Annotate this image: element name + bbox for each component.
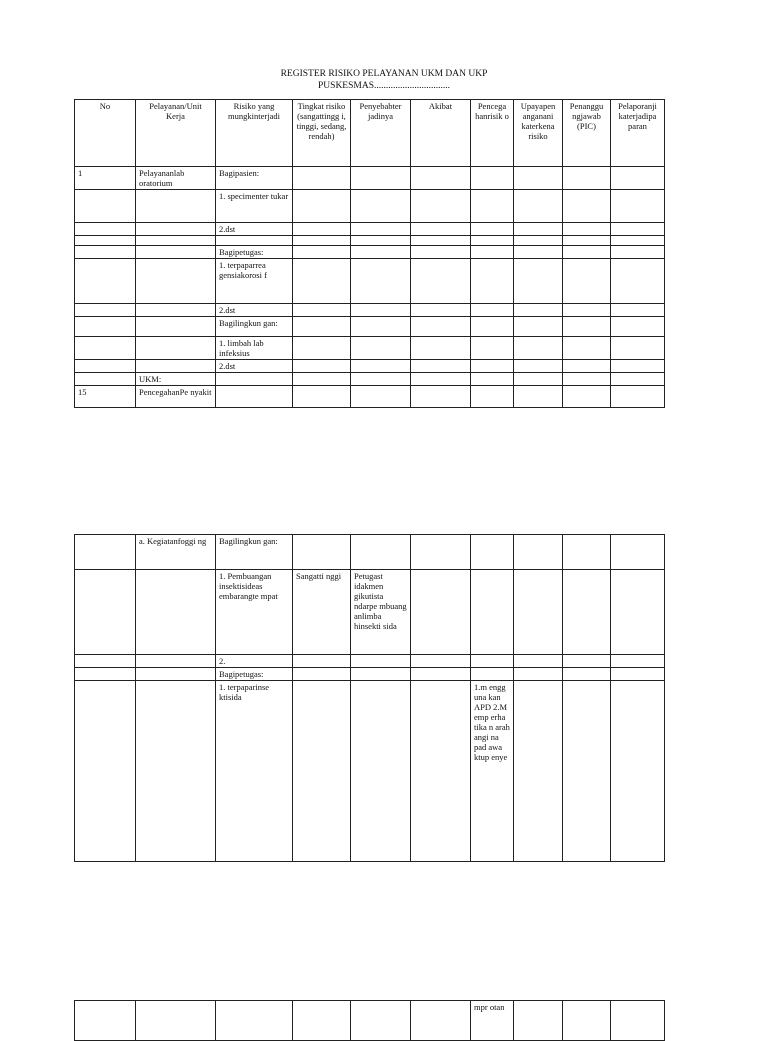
table-cell: [411, 681, 471, 862]
table-cell: [293, 655, 351, 668]
table-cell: [514, 236, 563, 246]
table-cell: 1. limbah lab infeksius: [216, 337, 293, 360]
table-cell: [611, 304, 665, 317]
table-cell: [136, 246, 216, 259]
table-cell: [351, 655, 411, 668]
table-cell: [471, 373, 514, 386]
table-cell: [351, 223, 411, 236]
table-cell: mpr otan: [471, 1001, 514, 1041]
table-cell: [351, 360, 411, 373]
table-cell: [411, 259, 471, 304]
table-cell: [563, 570, 611, 655]
table-cell: [563, 337, 611, 360]
table-row: [75, 386, 665, 408]
table-cell: [611, 223, 665, 236]
table-cell: [514, 1001, 563, 1041]
table-row: [75, 655, 665, 668]
table-cell: 1. terpaparrea gensiakorosi f: [216, 259, 293, 304]
table-cell: [611, 1001, 665, 1041]
table-cell: [216, 386, 293, 408]
table-body: [75, 1001, 665, 1041]
table-cell: [563, 167, 611, 190]
table-row: [75, 259, 665, 304]
table-cell: [351, 337, 411, 360]
table-header-row: [75, 100, 665, 167]
table-cell: [293, 236, 351, 246]
table-cell: [293, 360, 351, 373]
table-cell: [411, 373, 471, 386]
header-pic: Penanggu ngjawab (PIC): [563, 100, 611, 167]
table-cell: [611, 668, 665, 681]
table-cell: [514, 681, 563, 862]
header-tingkat-risiko: Tingkat risiko (sangattingg i, tinggi, sedang, rendah): [293, 100, 351, 167]
table-cell: [351, 304, 411, 317]
table-cell: [514, 190, 563, 223]
table-row: [75, 570, 665, 655]
table-cell: [136, 259, 216, 304]
table-cell: [411, 535, 471, 570]
table-cell: [611, 386, 665, 408]
table-cell: [411, 223, 471, 236]
table-cell: [75, 570, 136, 655]
table-cell: [411, 236, 471, 246]
table-cell: 1. specimenter tukar: [216, 190, 293, 223]
table-cell: [411, 1001, 471, 1041]
table-cell: [136, 304, 216, 317]
table-cell: [514, 304, 563, 317]
table-cell: [514, 337, 563, 360]
table-cell: 1. terpaparinse ktisida: [216, 681, 293, 862]
table-cell: [514, 535, 563, 570]
table-cell: [563, 360, 611, 373]
table-cell: [293, 1001, 351, 1041]
table-cell: [471, 246, 514, 259]
table-cell: [611, 681, 665, 862]
table-cell: [611, 337, 665, 360]
table-cell: [514, 668, 563, 681]
table-row: [75, 668, 665, 681]
header-penyebab: Penyebabter jadinya: [351, 100, 411, 167]
table-cell: [75, 259, 136, 304]
table-cell: [514, 373, 563, 386]
header-no: No: [75, 100, 136, 167]
table-cell: [216, 373, 293, 386]
table-cell: [611, 236, 665, 246]
table-cell: 1.m engg una kan APD 2.M emp erha tika n arah angi na pad awa ktup enye: [471, 681, 514, 862]
table-cell: [611, 570, 665, 655]
table-cell: [411, 304, 471, 317]
risk-register-table: [74, 99, 665, 408]
table-row: [75, 304, 665, 317]
table-cell: [471, 337, 514, 360]
table-row: [75, 373, 665, 386]
table-cell: a. Kegiatanfoggi ng: [136, 535, 216, 570]
table-cell: [471, 386, 514, 408]
table-cell: [351, 681, 411, 862]
table-cell: [293, 167, 351, 190]
table-cell: [293, 246, 351, 259]
table-cell: [75, 190, 136, 223]
table-cell: [75, 337, 136, 360]
risk-register-table-continued: [74, 534, 665, 862]
table-cell: [514, 223, 563, 236]
table-cell: [411, 317, 471, 337]
table-cell: [611, 373, 665, 386]
table-cell: [514, 317, 563, 337]
table-cell: [136, 655, 216, 668]
table-cell: [293, 535, 351, 570]
table-cell: [563, 668, 611, 681]
table-cell: [351, 668, 411, 681]
table-cell: [136, 360, 216, 373]
table-cell: 2.dst: [216, 360, 293, 373]
table-cell: [563, 190, 611, 223]
header-risiko: Risiko yang mungkinterjadi: [216, 100, 293, 167]
table-cell: 2.dst: [216, 304, 293, 317]
table-cell: [136, 236, 216, 246]
table-cell: [75, 360, 136, 373]
header-pencegahan: Pencega hanrisik o: [471, 100, 514, 167]
table-cell: [563, 386, 611, 408]
table-body: [75, 167, 665, 408]
table-cell: [471, 317, 514, 337]
table-cell: Bagipetugas:: [216, 668, 293, 681]
table-cell: 1. Pembuangan insektisideas embarangte mpat: [216, 570, 293, 655]
table-row: [75, 360, 665, 373]
table-cell: [75, 246, 136, 259]
table-cell: [563, 317, 611, 337]
table-cell: [351, 236, 411, 246]
table-row: [75, 337, 665, 360]
table-cell: [611, 655, 665, 668]
header-upaya: Upayapen anganani katerkena risiko: [514, 100, 563, 167]
risk-register-table-page-3: [74, 1000, 665, 1041]
table-cell: 2.dst: [216, 223, 293, 236]
table-body: [75, 535, 665, 862]
table-cell: [293, 386, 351, 408]
table-cell: [563, 1001, 611, 1041]
table-cell: [471, 259, 514, 304]
table-cell: [136, 668, 216, 681]
table-cell: [293, 681, 351, 862]
table-cell: [136, 570, 216, 655]
table-cell: [563, 246, 611, 259]
table-cell: [471, 304, 514, 317]
table-cell: [471, 167, 514, 190]
table-cell: Bagilingkun gan:: [216, 317, 293, 337]
table-cell: [563, 259, 611, 304]
table-cell: [563, 223, 611, 236]
table-cell: 1: [75, 167, 136, 190]
title-line-2: PUSKESMAS................................: [318, 81, 450, 91]
table-cell: [471, 668, 514, 681]
table-cell: 15: [75, 386, 136, 408]
table-cell: [75, 1001, 136, 1041]
table-cell: [411, 167, 471, 190]
table-cell: PencegahanPe nyakit: [136, 386, 216, 408]
table-cell: [514, 386, 563, 408]
table-cell: [411, 360, 471, 373]
document-title: [0, 68, 768, 92]
header-pelayanan: Pelayanan/Unit Kerja: [136, 100, 216, 167]
table-cell: [471, 223, 514, 236]
table-cell: [351, 373, 411, 386]
table-cell: [471, 236, 514, 246]
table-row: [75, 167, 665, 190]
table-cell: [471, 360, 514, 373]
table-cell: [293, 223, 351, 236]
table-row: [75, 223, 665, 236]
table-row: [75, 681, 665, 862]
table-cell: [514, 360, 563, 373]
table-cell: Pelayananlab oratorium: [136, 167, 216, 190]
table-cell: [351, 386, 411, 408]
table-cell: [136, 223, 216, 236]
table-cell: [411, 668, 471, 681]
table-cell: [351, 1001, 411, 1041]
table-row: [75, 535, 665, 570]
table-row: [75, 190, 665, 223]
table-cell: [471, 655, 514, 668]
table-cell: [611, 167, 665, 190]
table-cell: [514, 259, 563, 304]
table-cell: [611, 246, 665, 259]
table-cell: [75, 668, 136, 681]
table-cell: [351, 167, 411, 190]
table-cell: [216, 1001, 293, 1041]
table-cell: [75, 317, 136, 337]
table-cell: [611, 317, 665, 337]
header-pelaporan: Pelaporanji katerjadipa paran: [611, 100, 665, 167]
table-cell: [293, 668, 351, 681]
table-cell: [514, 246, 563, 259]
table-cell: [611, 259, 665, 304]
table-cell: [75, 681, 136, 862]
table-cell: [351, 246, 411, 259]
table-cell: [293, 190, 351, 223]
table-cell: [351, 190, 411, 223]
table-cell: [136, 190, 216, 223]
table-cell: Bagipasien:: [216, 167, 293, 190]
table-cell: UKM:: [136, 373, 216, 386]
table-cell: Bagilingkun gan:: [216, 535, 293, 570]
table-cell: [75, 655, 136, 668]
table-cell: [293, 259, 351, 304]
table-cell: [514, 570, 563, 655]
table-cell: [514, 167, 563, 190]
table-cell: 2.: [216, 655, 293, 668]
table-cell: [563, 373, 611, 386]
table-cell: [563, 655, 611, 668]
header-akibat: Akibat: [411, 100, 471, 167]
table-cell: [471, 190, 514, 223]
table-cell: [563, 535, 611, 570]
table-cell: [411, 570, 471, 655]
table-cell: [351, 317, 411, 337]
table-cell: [471, 535, 514, 570]
table-cell: [75, 236, 136, 246]
table-cell: [216, 236, 293, 246]
title-line-1: REGISTER RISIKO PELAYANAN UKM DAN UKP: [280, 69, 488, 79]
table-cell: [75, 535, 136, 570]
table-cell: [136, 317, 216, 337]
table-row: [75, 246, 665, 259]
table-cell: [136, 1001, 216, 1041]
table-cell: [351, 259, 411, 304]
table-cell: [411, 190, 471, 223]
table-cell: [411, 655, 471, 668]
table-cell: [471, 570, 514, 655]
table-cell: [136, 337, 216, 360]
table-cell: [563, 236, 611, 246]
table-cell: [293, 304, 351, 317]
table-cell: [411, 337, 471, 360]
table-row: [75, 1001, 665, 1041]
table-cell: [293, 373, 351, 386]
table-cell: [136, 681, 216, 862]
table-row: [75, 317, 665, 337]
table-cell: [411, 246, 471, 259]
table-cell: [563, 681, 611, 862]
table-cell: [351, 535, 411, 570]
table-cell: [75, 223, 136, 236]
table-cell: [411, 386, 471, 408]
table-cell: Bagipetugas:: [216, 246, 293, 259]
table-cell: [514, 655, 563, 668]
table-cell: [293, 337, 351, 360]
table-cell: [611, 190, 665, 223]
table-cell: [611, 535, 665, 570]
table-cell: [75, 304, 136, 317]
table-cell: Sangatti nggi: [293, 570, 351, 655]
table-cell: [611, 360, 665, 373]
table-cell: Petugast idakmen gikutista ndarpe mbuang anlimba hinsekti sida: [351, 570, 411, 655]
table-cell: [75, 373, 136, 386]
table-cell: [563, 304, 611, 317]
table-row: [75, 236, 665, 246]
table-cell: [293, 317, 351, 337]
